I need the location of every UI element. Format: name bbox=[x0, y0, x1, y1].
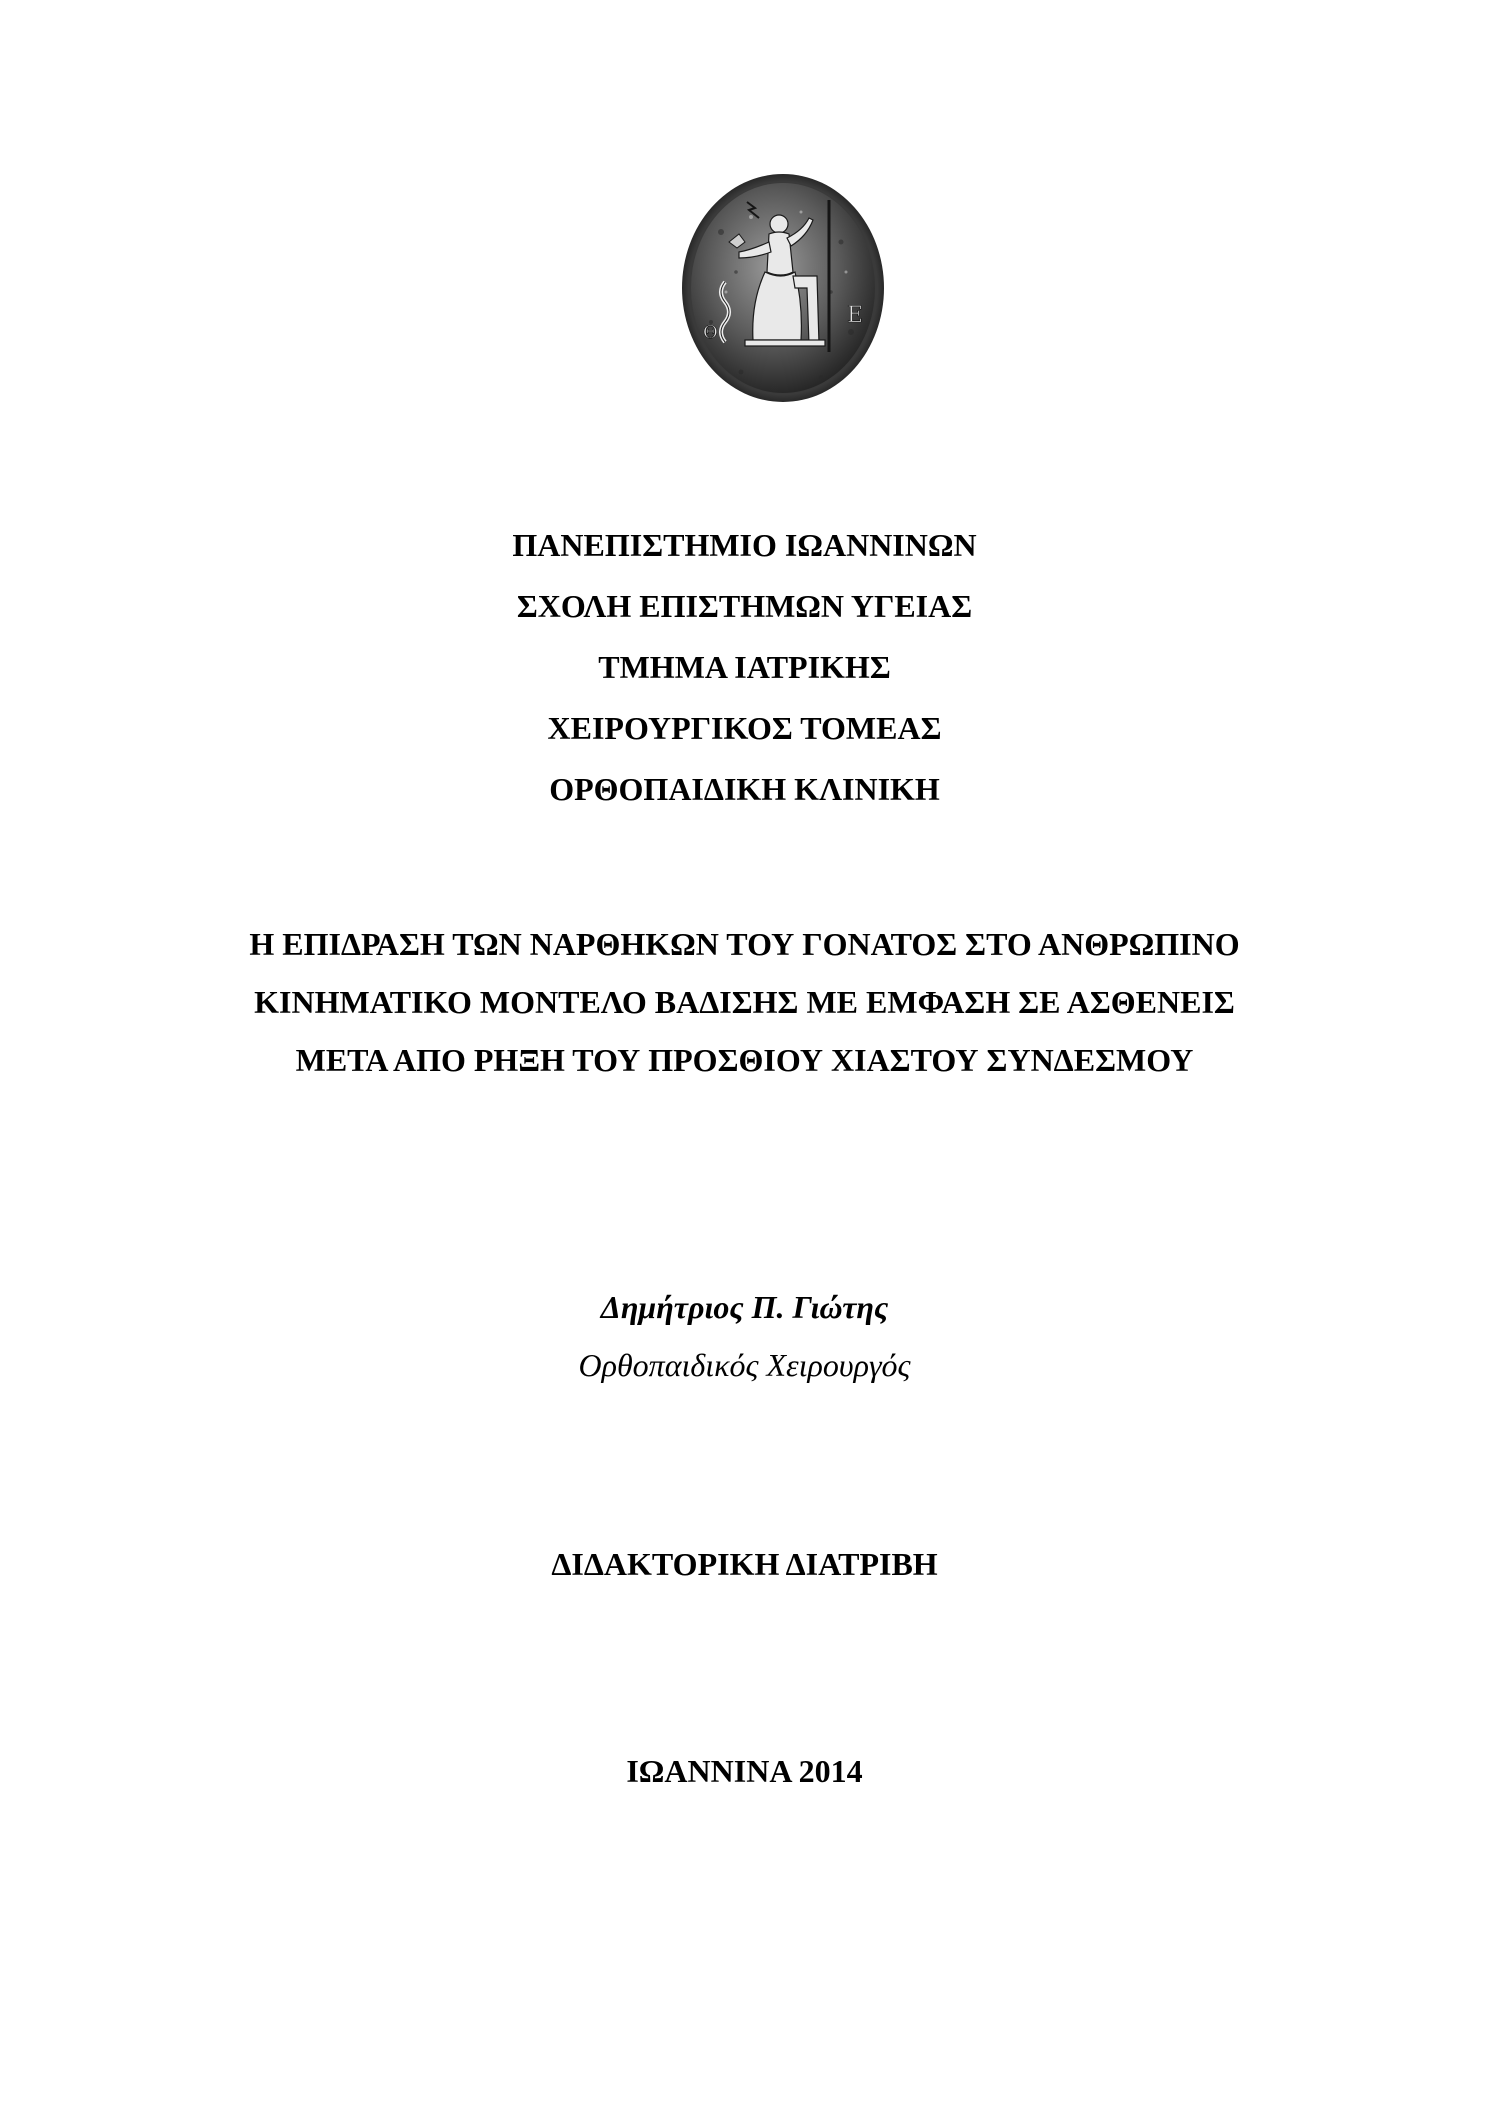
thesis-type bbox=[0, 1548, 1489, 1580]
department-name: ΤΜΗΜΑ ΙΑΤΡΙΚΗΣ bbox=[598, 649, 891, 685]
thesis-title bbox=[0, 928, 1489, 1102]
university-name: ΠΑΝΕΠΙΣΤΗΜΙΟ ΙΩΑΝΝΙΝΩΝ bbox=[512, 527, 977, 563]
title-line-3: ΜΕΤΑ ΑΠΟ ΡΗΞΗ ΤΟΥ ΠΡΟΣΘΙΟΥ ΧΙΑΣΤΟΥ ΣΥΝΔΕΣΜΟΥ bbox=[295, 1042, 1194, 1078]
title-line-1: Η ΕΠΙΔΡΑΣΗ ΤΩΝ ΝΑΡΘΗΚΩΝ ΤΟΥ ΓΟΝΑΤΟΣ ΣΤΟ ΑΝΘΡΩΠΙΝΟ bbox=[249, 926, 1240, 962]
author-name: Δημήτριος Π. Γιώτης bbox=[600, 1289, 889, 1325]
author-block bbox=[0, 1291, 1489, 1381]
clinic-name: ΟΡΘΟΠΑΙΔΙΚΗ ΚΛΙΝΙΚΗ bbox=[549, 771, 940, 807]
title-line-2: ΚΙΝΗΜΑΤΙΚΟ ΜΟΝΤΕΛΟ ΒΑΔΙΣΗΣ ΜΕ ΕΜΦΑΣΗ ΣΕ ΑΣΘΕΝΕΙΣ bbox=[254, 984, 1235, 1020]
thesis-type-label: ΔΙΔΑΚΤΟΡΙΚΗ ΔΙΑΤΡΙΒΗ bbox=[551, 1546, 938, 1582]
sector-name: ΧΕΙΡΟΥΡΓΙΚΟΣ ΤΟΜΕΑΣ bbox=[547, 710, 942, 746]
seal-letter-epsilon: Ε bbox=[847, 303, 864, 328]
institution-block bbox=[0, 529, 1489, 834]
author-role: Ορθοπαιδικός Χειρουργός bbox=[578, 1347, 911, 1383]
school-name: ΣΧΟΛΗ ΕΠΙΣΤΗΜΩΝ ΥΓΕΙΑΣ bbox=[516, 588, 973, 624]
place-year-label: ΙΩΑΝΝΙΝΑ 2014 bbox=[626, 1753, 863, 1789]
place-year bbox=[0, 1755, 1489, 1787]
seal-letter-theta: Θ bbox=[703, 322, 718, 343]
university-seal-icon bbox=[681, 172, 885, 404]
